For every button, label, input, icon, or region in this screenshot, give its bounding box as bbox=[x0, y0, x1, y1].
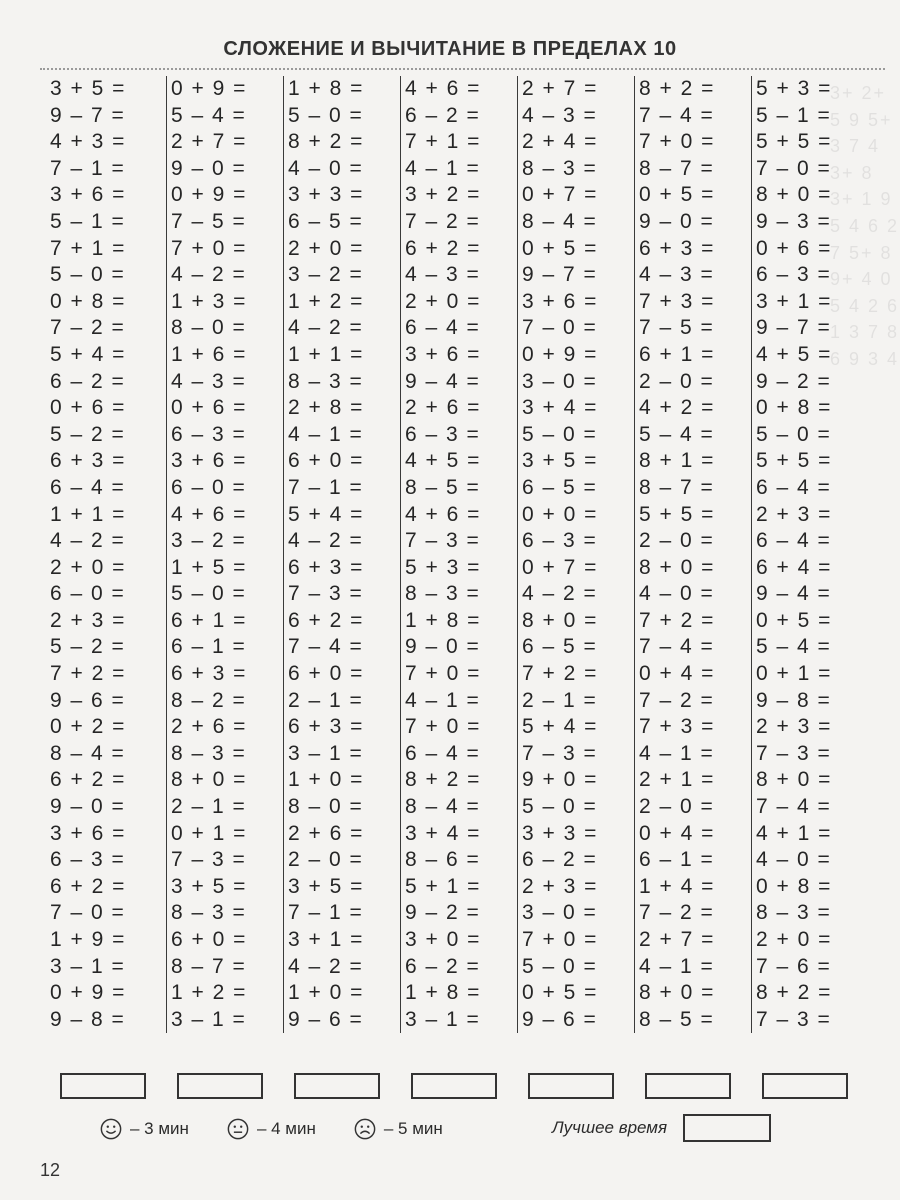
exercise-cell: 2 – 1 = bbox=[171, 795, 247, 819]
exercise-cell: 9 – 4 = bbox=[405, 369, 481, 393]
exercise-column-5 bbox=[518, 76, 635, 1033]
exercise-cell: 0 + 8 = bbox=[756, 396, 832, 420]
exercise-cell: 5 + 5 = bbox=[756, 130, 832, 154]
exercise-cell: 4 – 3 = bbox=[171, 369, 247, 393]
exercise-cell: 8 – 0 = bbox=[288, 795, 364, 819]
exercise-cell: 3 + 0 = bbox=[405, 928, 481, 951]
exercise-cell: 3 + 5 = bbox=[288, 874, 364, 898]
legend-label: – 4 мин bbox=[256, 1119, 316, 1138]
exercise-cell: 8 – 3 = bbox=[171, 901, 247, 925]
exercise-cell: 3 + 6 = bbox=[50, 821, 126, 845]
exercise-cell: 2 + 6 = bbox=[405, 396, 481, 420]
exercise-cell: 2 – 0 = bbox=[288, 848, 364, 872]
exercise-cell: 7 + 1 = bbox=[405, 130, 481, 154]
exercise-cell: 8 – 3 = bbox=[171, 741, 247, 765]
exercise-cell: 9 – 0 = bbox=[171, 156, 247, 180]
exercise-cell: 2 + 1 = bbox=[639, 768, 715, 792]
time-box-2[interactable] bbox=[177, 1073, 263, 1099]
exercise-cell: 1 + 1 = bbox=[288, 342, 364, 366]
exercise-cell: 0 + 8 = bbox=[50, 289, 126, 313]
exercise-cell: 6 – 3 = bbox=[522, 529, 598, 553]
exercise-cell: 9 – 7 = bbox=[522, 263, 598, 287]
time-box-5[interactable] bbox=[528, 1073, 614, 1099]
exercise-cell: 6 – 4 = bbox=[405, 741, 481, 765]
exercise-cell: 7 – 3 = bbox=[288, 582, 364, 606]
exercise-cell: 3 – 0 = bbox=[522, 369, 598, 393]
time-legend bbox=[100, 1118, 481, 1140]
exercise-cell: 6 – 5 = bbox=[288, 209, 364, 233]
exercise-cell: 6 – 5 = bbox=[522, 635, 598, 659]
exercise-cell: 8 + 2 = bbox=[288, 130, 364, 154]
exercise-cell: 3 + 5 = bbox=[171, 874, 247, 898]
exercise-cell: 3 – 2 = bbox=[288, 263, 364, 287]
exercise-cell: 3 + 6 = bbox=[522, 289, 598, 313]
exercise-cell: 6 + 0 = bbox=[171, 928, 247, 951]
exercise-cell: 3 + 4 = bbox=[522, 396, 598, 420]
exercise-cell: 7 – 2 = bbox=[405, 209, 481, 233]
exercise-cell: 4 – 2 = bbox=[522, 582, 598, 606]
exercise-cell: 2 – 1 = bbox=[522, 688, 598, 712]
exercise-cell: 2 + 7 = bbox=[171, 130, 247, 154]
exercise-cell: 9 – 3 = bbox=[756, 209, 832, 233]
exercise-cell: 7 – 1 = bbox=[288, 901, 364, 925]
exercise-cell: 4 – 2 = bbox=[288, 954, 364, 978]
exercise-cell: 4 + 1 = bbox=[756, 821, 832, 845]
exercise-cell: 7 – 5 = bbox=[171, 209, 247, 233]
exercise-cell: 4 + 5 = bbox=[756, 342, 832, 366]
exercise-cell: 8 – 6 = bbox=[405, 848, 481, 872]
exercise-cell: 9 – 7 = bbox=[50, 103, 126, 127]
exercise-cell: 4 – 2 = bbox=[288, 529, 364, 553]
exercise-cell: 5 – 0 = bbox=[756, 422, 832, 446]
exercise-cell: 4 – 1 = bbox=[405, 688, 481, 712]
best-time-box[interactable] bbox=[683, 1114, 771, 1142]
exercise-cell: 4 + 5 = bbox=[405, 449, 481, 473]
exercise-cell: 9 – 0 = bbox=[50, 795, 126, 819]
exercise-cell: 0 + 0 = bbox=[522, 502, 598, 526]
exercise-cell: 6 – 1 = bbox=[639, 848, 715, 872]
exercise-cell: 4 – 2 = bbox=[288, 316, 364, 340]
exercise-cell: 6 – 4 = bbox=[756, 475, 832, 499]
exercise-cell: 3 + 6 = bbox=[171, 449, 247, 473]
exercise-cell: 7 – 2 = bbox=[639, 688, 715, 712]
exercise-cell: 3 + 2 = bbox=[405, 183, 481, 207]
exercise-cell: 7 – 4 = bbox=[288, 635, 364, 659]
exercise-cell: 6 – 3 = bbox=[405, 422, 481, 446]
exercise-cell: 5 + 3 = bbox=[756, 77, 832, 100]
exercise-cell: 5 – 0 = bbox=[288, 103, 364, 127]
exercise-cell: 8 – 0 = bbox=[171, 316, 247, 340]
exercise-cell: 0 + 1 = bbox=[171, 821, 247, 845]
time-box-1[interactable] bbox=[60, 1073, 146, 1099]
exercise-cell: 9 – 8 = bbox=[50, 1007, 126, 1031]
exercise-cell: 8 – 5 = bbox=[639, 1007, 715, 1031]
exercise-cell: 3 – 2 = bbox=[171, 529, 247, 553]
exercise-cell: 7 – 1 = bbox=[288, 475, 364, 499]
exercise-cell: 4 – 0 = bbox=[756, 848, 832, 872]
bleed-through-text: 3+ 2+ 5 9 5+ 3 7 4 3+ 8 3+ 1 9 5 4 6 2 7 5+ 8 9+ 4 0 5 4 2 6 1 3 7 8 6 9 3 4 bbox=[830, 83, 900, 369]
exercise-cell: 8 + 0 = bbox=[756, 768, 832, 792]
exercise-cell: 3 + 5 = bbox=[50, 77, 126, 100]
exercise-cell: 1 + 0 = bbox=[288, 768, 364, 792]
exercise-cell: 2 + 3 = bbox=[756, 715, 832, 739]
exercise-cell: 7 – 0 = bbox=[50, 901, 126, 925]
exercise-cell: 7 + 0 = bbox=[639, 130, 715, 154]
exercise-cell: 6 – 2 = bbox=[522, 848, 598, 872]
exercise-cell: 6 + 0 = bbox=[288, 662, 364, 686]
exercise-cell: 0 + 9 = bbox=[171, 183, 247, 207]
exercise-cell: 4 – 3 = bbox=[405, 263, 481, 287]
exercise-cell: 2 + 7 = bbox=[639, 928, 715, 951]
exercise-cell: 7 + 2 = bbox=[639, 608, 715, 632]
exercise-cell: 8 + 2 = bbox=[639, 77, 715, 100]
exercise-cell: 0 + 8 = bbox=[756, 874, 832, 898]
exercise-cell: 6 – 3 = bbox=[756, 263, 832, 287]
exercise-cell: 5 + 1 = bbox=[405, 874, 481, 898]
exercise-cell: 7 – 4 = bbox=[756, 795, 832, 819]
exercise-cell: 8 + 0 = bbox=[639, 981, 715, 1005]
exercise-cell: 2 + 0 = bbox=[405, 289, 481, 313]
exercise-cell: 0 + 9 = bbox=[50, 981, 126, 1005]
exercise-cell: 1 + 8 = bbox=[405, 981, 481, 1005]
exercise-cell: 2 – 0 = bbox=[639, 795, 715, 819]
exercise-cell: 8 – 2 = bbox=[171, 688, 247, 712]
exercise-cell: 7 + 0 = bbox=[405, 662, 481, 686]
exercise-cell: 6 – 1 = bbox=[171, 635, 247, 659]
exercise-cell: 4 – 3 = bbox=[639, 263, 715, 287]
exercise-cell: 6 – 0 = bbox=[171, 475, 247, 499]
legend-label: – 3 мин bbox=[130, 1119, 189, 1138]
exercise-cell: 4 + 2 = bbox=[639, 396, 715, 420]
exercise-cell: 7 + 0 = bbox=[405, 715, 481, 739]
exercise-cell: 7 – 0 = bbox=[756, 156, 832, 180]
exercise-column-4 bbox=[401, 76, 518, 1033]
dotted-divider bbox=[40, 68, 885, 70]
exercise-cell: 6 – 4 = bbox=[756, 529, 832, 553]
exercise-cell: 5 – 1 = bbox=[50, 209, 126, 233]
exercise-cell: 9 + 0 = bbox=[522, 768, 598, 792]
exercise-cell: 5 – 0 = bbox=[50, 263, 126, 287]
exercise-cell: 7 + 3 = bbox=[639, 715, 715, 739]
exercise-column-1 bbox=[50, 76, 167, 1033]
exercise-cell: 7 + 0 = bbox=[522, 928, 598, 951]
exercise-cell: 2 + 3 = bbox=[50, 608, 126, 632]
legend-item-5min bbox=[354, 1118, 443, 1140]
exercise-cell: 6 + 3 = bbox=[639, 236, 715, 260]
exercise-cell: 8 – 7 = bbox=[171, 954, 247, 978]
exercise-cell: 4 + 6 = bbox=[405, 77, 481, 100]
exercise-cell: 7 + 0 = bbox=[171, 236, 247, 260]
exercise-cell: 3 – 1 = bbox=[171, 1007, 247, 1031]
exercise-cell: 4 – 2 = bbox=[171, 263, 247, 287]
exercise-cell: 3 + 3 = bbox=[522, 821, 598, 845]
exercise-cell: 2 + 8 = bbox=[288, 396, 364, 420]
exercise-cell: 5 – 4 = bbox=[756, 635, 832, 659]
exercise-cell: 0 + 5 = bbox=[522, 981, 598, 1005]
exercise-cell: 2 + 3 = bbox=[522, 874, 598, 898]
exercise-cell: 6 + 1 = bbox=[171, 608, 247, 632]
exercise-cell: 6 + 3 = bbox=[171, 662, 247, 686]
exercise-cell: 8 – 7 = bbox=[639, 475, 715, 499]
exercise-cell: 8 – 3 = bbox=[288, 369, 364, 393]
exercise-cell: 8 + 2 = bbox=[756, 981, 832, 1005]
exercise-cell: 7 – 5 = bbox=[639, 316, 715, 340]
exercise-cell: 6 – 2 = bbox=[405, 103, 481, 127]
exercise-cell: 2 + 7 = bbox=[522, 77, 598, 100]
exercise-cell: 0 + 5 = bbox=[522, 236, 598, 260]
exercise-cell: 6 – 4 = bbox=[50, 475, 126, 499]
exercise-column-2 bbox=[167, 76, 284, 1033]
exercise-cell: 1 + 3 = bbox=[171, 289, 247, 313]
exercise-cell: 6 + 2 = bbox=[50, 874, 126, 898]
legend-item-3min bbox=[100, 1118, 189, 1140]
exercise-cell: 6 + 2 = bbox=[405, 236, 481, 260]
sad-face-icon bbox=[354, 1118, 376, 1140]
exercise-cell: 6 + 2 = bbox=[288, 608, 364, 632]
exercise-cell: 7 – 4 = bbox=[639, 103, 715, 127]
exercise-cell: 7 – 0 = bbox=[522, 316, 598, 340]
exercise-cell: 4 – 1 = bbox=[405, 156, 481, 180]
legend-item-4min bbox=[227, 1118, 316, 1140]
legend-label: – 5 мин bbox=[383, 1119, 443, 1138]
exercise-cell: 1 + 1 = bbox=[50, 502, 126, 526]
exercise-cell: 8 – 4 = bbox=[405, 795, 481, 819]
exercise-cell: 9 – 6 = bbox=[50, 688, 126, 712]
exercise-cell: 8 – 3 = bbox=[522, 156, 598, 180]
exercise-grid bbox=[50, 76, 869, 1033]
exercise-cell: 6 + 0 = bbox=[288, 449, 364, 473]
neutral-face-icon bbox=[227, 1118, 249, 1140]
exercise-cell: 4 + 3 = bbox=[50, 130, 126, 154]
best-time-label: Лучшее время bbox=[552, 1118, 668, 1137]
exercise-cell: 3 + 1 = bbox=[288, 928, 364, 951]
exercise-cell: 7 – 3 = bbox=[405, 529, 481, 553]
exercise-cell: 7 – 3 = bbox=[756, 741, 832, 765]
exercise-cell: 8 + 0 = bbox=[522, 608, 598, 632]
exercise-cell: 5 – 2 = bbox=[50, 422, 126, 446]
exercise-cell: 6 + 3 = bbox=[288, 555, 364, 579]
exercise-cell: 3 + 4 = bbox=[405, 821, 481, 845]
exercise-cell: 7 – 1 = bbox=[50, 156, 126, 180]
exercise-cell: 3 – 1 = bbox=[405, 1007, 481, 1031]
exercise-cell: 2 + 0 = bbox=[756, 928, 832, 951]
exercise-cell: 7 – 4 = bbox=[639, 635, 715, 659]
page-title: СЛОЖЕНИЕ И ВЫЧИТАНИЕ В ПРЕДЕЛАХ 10 bbox=[223, 38, 677, 60]
exercise-cell: 7 – 2 = bbox=[50, 316, 126, 340]
exercise-cell: 6 + 4 = bbox=[756, 555, 832, 579]
exercise-cell: 3 + 3 = bbox=[288, 183, 364, 207]
exercise-cell: 2 + 0 = bbox=[288, 236, 364, 260]
exercise-cell: 9 – 4 = bbox=[756, 582, 832, 606]
exercise-cell: 8 – 5 = bbox=[405, 475, 481, 499]
exercise-cell: 2 + 3 = bbox=[756, 502, 832, 526]
exercise-cell: 6 – 2 = bbox=[50, 369, 126, 393]
time-box-4[interactable] bbox=[411, 1073, 497, 1099]
exercise-cell: 5 – 1 = bbox=[756, 103, 832, 127]
exercise-cell: 9 – 2 = bbox=[405, 901, 481, 925]
exercise-cell: 9 – 8 = bbox=[756, 688, 832, 712]
exercise-cell: 6 – 5 = bbox=[522, 475, 598, 499]
time-box-7[interactable] bbox=[762, 1073, 848, 1099]
exercise-cell: 5 + 4 = bbox=[50, 342, 126, 366]
time-box-6[interactable] bbox=[645, 1073, 731, 1099]
exercise-cell: 6 – 3 = bbox=[50, 848, 126, 872]
exercise-cell: 8 + 0 = bbox=[639, 555, 715, 579]
exercise-cell: 3 – 0 = bbox=[522, 901, 598, 925]
exercise-cell: 8 – 3 = bbox=[756, 901, 832, 925]
exercise-cell: 5 + 5 = bbox=[639, 502, 715, 526]
exercise-cell: 5 – 4 = bbox=[639, 422, 715, 446]
exercise-cell: 3 – 1 = bbox=[288, 741, 364, 765]
exercise-cell: 7 + 2 = bbox=[522, 662, 598, 686]
time-box-3[interactable] bbox=[294, 1073, 380, 1099]
exercise-cell: 9 – 6 = bbox=[522, 1007, 598, 1031]
exercise-cell: 3 + 1 = bbox=[756, 289, 832, 313]
exercise-cell: 4 + 6 = bbox=[171, 502, 247, 526]
exercise-cell: 1 + 8 = bbox=[288, 77, 364, 100]
exercise-cell: 2 + 6 = bbox=[171, 715, 247, 739]
exercise-cell: 0 + 6 = bbox=[171, 396, 247, 420]
exercise-cell: 0 + 4 = bbox=[639, 662, 715, 686]
exercise-cell: 2 – 1 = bbox=[288, 688, 364, 712]
exercise-cell: 5 – 4 = bbox=[171, 103, 247, 127]
exercise-cell: 2 + 6 = bbox=[288, 821, 364, 845]
exercise-cell: 4 – 1 = bbox=[288, 422, 364, 446]
exercise-cell: 8 – 3 = bbox=[405, 582, 481, 606]
exercise-cell: 6 + 1 = bbox=[639, 342, 715, 366]
exercise-cell: 0 + 9 = bbox=[522, 342, 598, 366]
exercise-cell: 3 + 6 = bbox=[50, 183, 126, 207]
exercise-cell: 7 – 6 = bbox=[756, 954, 832, 978]
exercise-cell: 1 + 2 = bbox=[288, 289, 364, 313]
exercise-cell: 4 – 3 = bbox=[522, 103, 598, 127]
exercise-cell: 2 + 4 = bbox=[522, 130, 598, 154]
exercise-cell: 4 + 6 = bbox=[405, 502, 481, 526]
exercise-cell: 0 + 7 = bbox=[522, 183, 598, 207]
exercise-cell: 4 – 2 = bbox=[50, 529, 126, 553]
exercise-cell: 8 – 4 = bbox=[522, 209, 598, 233]
exercise-cell: 2 + 0 = bbox=[50, 555, 126, 579]
time-boxes bbox=[60, 1073, 879, 1099]
exercise-cell: 0 + 6 = bbox=[50, 396, 126, 420]
exercise-cell: 0 + 9 = bbox=[171, 77, 247, 100]
exercise-cell: 3 – 1 = bbox=[50, 954, 126, 978]
exercise-cell: 7 + 1 = bbox=[50, 236, 126, 260]
happy-face-icon bbox=[100, 1118, 122, 1140]
exercise-cell: 8 – 7 = bbox=[639, 156, 715, 180]
exercise-cell: 1 + 5 = bbox=[171, 555, 247, 579]
exercise-cell: 6 – 4 = bbox=[405, 316, 481, 340]
exercise-cell: 2 – 0 = bbox=[639, 529, 715, 553]
exercise-cell: 5 – 0 = bbox=[171, 582, 247, 606]
exercise-cell: 0 + 1 = bbox=[756, 662, 832, 686]
exercise-cell: 0 + 5 = bbox=[756, 608, 832, 632]
exercise-cell: 0 + 7 = bbox=[522, 555, 598, 579]
exercise-cell: 7 – 3 = bbox=[171, 848, 247, 872]
exercise-cell: 5 + 4 = bbox=[522, 715, 598, 739]
exercise-cell: 5 – 0 = bbox=[522, 422, 598, 446]
exercise-cell: 8 + 1 = bbox=[639, 449, 715, 473]
exercise-cell: 6 + 2 = bbox=[50, 768, 126, 792]
exercise-cell: 1 + 6 = bbox=[171, 342, 247, 366]
exercise-cell: 8 – 4 = bbox=[50, 741, 126, 765]
exercise-cell: 8 + 0 = bbox=[756, 183, 832, 207]
exercise-cell: 9 – 6 = bbox=[288, 1007, 364, 1031]
exercise-cell: 1 + 9 = bbox=[50, 928, 126, 951]
exercise-cell: 8 + 0 = bbox=[171, 768, 247, 792]
exercise-cell: 4 – 1 = bbox=[639, 741, 715, 765]
best-time bbox=[552, 1114, 771, 1142]
exercise-cell: 3 + 5 = bbox=[522, 449, 598, 473]
exercise-cell: 0 + 2 = bbox=[50, 715, 126, 739]
exercise-cell: 7 – 3 = bbox=[756, 1007, 832, 1031]
exercise-cell: 5 + 4 = bbox=[288, 502, 364, 526]
exercise-cell: 9 – 0 = bbox=[639, 209, 715, 233]
exercise-cell: 0 + 6 = bbox=[756, 236, 832, 260]
exercise-column-3 bbox=[284, 76, 401, 1033]
exercise-cell: 7 – 2 = bbox=[639, 901, 715, 925]
exercise-cell: 7 + 2 = bbox=[50, 662, 126, 686]
exercise-cell: 7 – 3 = bbox=[522, 741, 598, 765]
exercise-cell: 9 – 2 = bbox=[756, 369, 832, 393]
exercise-cell: 5 – 2 = bbox=[50, 635, 126, 659]
exercise-cell: 9 – 0 = bbox=[405, 635, 481, 659]
exercise-cell: 4 – 0 = bbox=[288, 156, 364, 180]
exercise-cell: 7 + 3 = bbox=[639, 289, 715, 313]
exercise-cell: 6 + 3 = bbox=[50, 449, 126, 473]
exercise-cell: 8 + 2 = bbox=[405, 768, 481, 792]
exercise-cell: 0 + 5 = bbox=[639, 183, 715, 207]
exercise-column-7 bbox=[752, 76, 869, 1033]
exercise-cell: 6 – 2 = bbox=[405, 954, 481, 978]
exercise-cell: 9 – 7 = bbox=[756, 316, 832, 340]
exercise-cell: 2 – 0 = bbox=[639, 369, 715, 393]
exercise-cell: 4 – 0 = bbox=[639, 582, 715, 606]
exercise-cell: 5 + 3 = bbox=[405, 555, 481, 579]
exercise-cell: 1 + 8 = bbox=[405, 608, 481, 632]
exercise-cell: 1 + 2 = bbox=[171, 981, 247, 1005]
exercise-cell: 1 + 4 = bbox=[639, 874, 715, 898]
exercise-cell: 3 + 6 = bbox=[405, 342, 481, 366]
exercise-cell: 5 – 0 = bbox=[522, 795, 598, 819]
exercise-cell: 6 – 0 = bbox=[50, 582, 126, 606]
exercise-column-6 bbox=[635, 76, 752, 1033]
exercise-cell: 0 + 4 = bbox=[639, 821, 715, 845]
exercise-cell: 4 – 1 = bbox=[639, 954, 715, 978]
exercise-cell: 5 + 5 = bbox=[756, 449, 832, 473]
exercise-cell: 6 + 3 = bbox=[288, 715, 364, 739]
exercise-cell: 5 – 0 = bbox=[522, 954, 598, 978]
exercise-cell: 1 + 0 = bbox=[288, 981, 364, 1005]
exercise-cell: 6 – 3 = bbox=[171, 422, 247, 446]
page-number: 12 bbox=[40, 1160, 61, 1180]
